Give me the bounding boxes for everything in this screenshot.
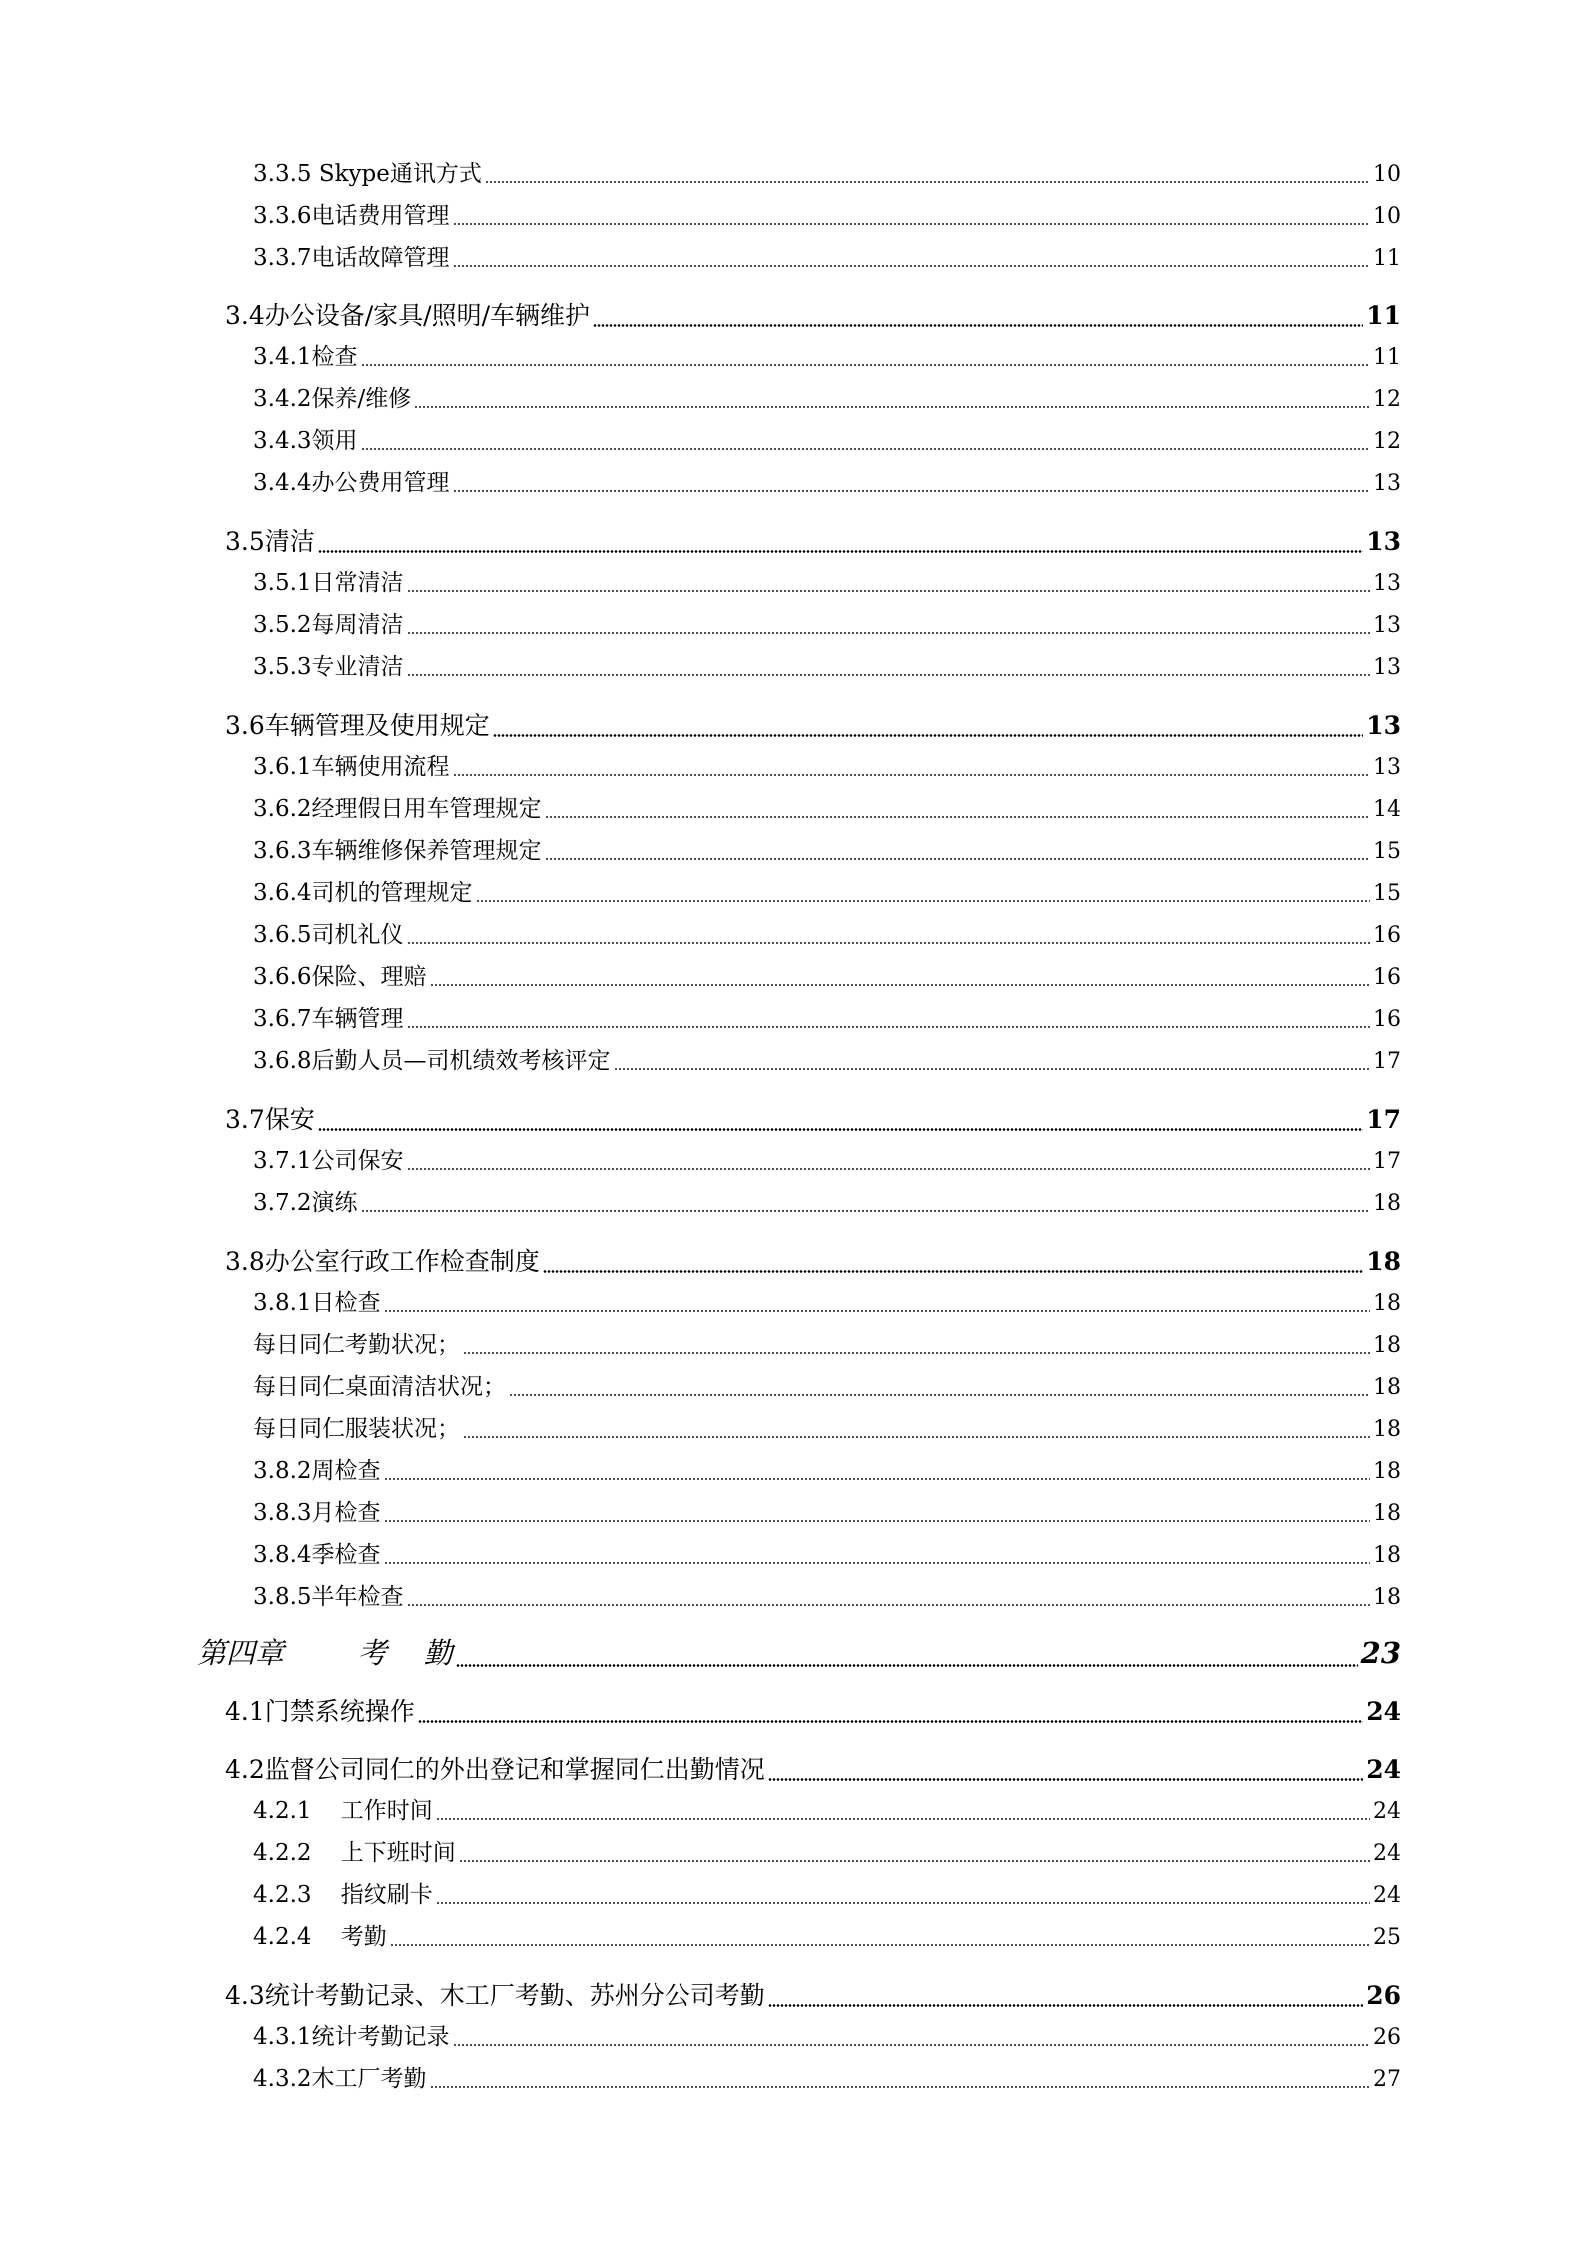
dot-leader	[384, 1310, 1370, 1312]
toc-page-number: 17	[1366, 1105, 1401, 1134]
toc-entry-section[interactable]	[225, 1692, 1401, 1728]
toc-page-number: 14	[1373, 797, 1401, 822]
toc-entry-label: 3.6.1车辆使用流程	[253, 754, 450, 780]
dot-leader	[430, 2086, 1370, 2088]
toc-page-number: 27	[1373, 2067, 1401, 2092]
toc-page-number: 18	[1373, 1291, 1401, 1316]
toc-entry-section[interactable]	[225, 522, 1401, 558]
toc-entry-label: 3.7.1公司保安	[253, 1148, 404, 1174]
dot-leader	[436, 1902, 1370, 1904]
dot-leader	[768, 1778, 1363, 1781]
toc-entry-label: 4.2监督公司同仁的外出登记和掌握同仁出勤情况	[225, 1755, 765, 1784]
dot-leader	[407, 1026, 1370, 1028]
toc-entry-label: 3.6.2经理假日用车管理规定	[253, 796, 542, 822]
dot-leader	[485, 181, 1370, 183]
toc-entry[interactable]	[253, 1000, 1401, 1033]
dot-leader	[407, 632, 1370, 634]
toc-page-number: 13	[1366, 711, 1401, 740]
toc-entry[interactable]	[253, 916, 1401, 949]
toc-entry[interactable]	[253, 790, 1401, 823]
toc-page-number: 18	[1373, 1459, 1401, 1484]
dot-leader	[453, 2044, 1370, 2046]
toc-entry[interactable]	[253, 958, 1401, 991]
toc-entry-section[interactable]	[225, 296, 1401, 332]
dot-leader	[361, 1210, 1370, 1212]
toc-page-number: 15	[1373, 881, 1401, 906]
toc-entry[interactable]	[253, 2060, 1401, 2093]
toc-entry[interactable]	[253, 239, 1401, 272]
toc-page-number: 10	[1373, 162, 1401, 187]
toc-entry[interactable]	[253, 1578, 1401, 1611]
dot-leader	[414, 406, 1370, 408]
dot-leader	[453, 774, 1370, 776]
toc-page-number: 26	[1373, 2025, 1401, 2050]
toc-page-number: 24	[1373, 1841, 1401, 1866]
toc-entry-label: 3.6.7车辆管理	[253, 1006, 404, 1032]
toc-entry[interactable]	[253, 155, 1401, 188]
toc-page-number: 26	[1366, 1981, 1401, 2010]
toc-entry-label: 4.2.3 指纹刷卡	[253, 1882, 433, 1908]
dot-leader	[476, 900, 1370, 902]
toc-entry-section[interactable]	[225, 1976, 1401, 2012]
toc-entry-label: 4.3.2木工厂考勤	[253, 2066, 427, 2092]
toc-page-number: 13	[1373, 655, 1401, 680]
toc-entry-label: 3.6车辆管理及使用规定	[225, 711, 490, 740]
toc-entry-label: 4.2.4 考勤	[253, 1924, 387, 1950]
toc-entry-section[interactable]	[225, 1242, 1401, 1278]
toc-entry[interactable]	[253, 1536, 1401, 1569]
toc-page-number: 12	[1373, 429, 1401, 454]
dot-leader	[418, 1720, 1363, 1723]
toc-entry[interactable]	[253, 1410, 1401, 1443]
toc-entry[interactable]	[253, 1792, 1401, 1825]
dot-leader	[593, 324, 1363, 327]
toc-entry[interactable]	[253, 1142, 1401, 1175]
dot-leader	[407, 1604, 1370, 1606]
toc-page-number: 18	[1373, 1333, 1401, 1358]
toc-page-number: 17	[1373, 1049, 1401, 1074]
toc-entry[interactable]	[253, 606, 1401, 639]
toc-entry[interactable]	[253, 197, 1401, 230]
toc-page-number: 18	[1373, 1417, 1401, 1442]
toc-page-number: 13	[1366, 527, 1401, 556]
dot-leader	[614, 1068, 1370, 1070]
dot-leader	[318, 1128, 1363, 1131]
toc-entry-label: 3.3.7电话故障管理	[253, 245, 450, 271]
toc-entry-label: 3.8.4季检查	[253, 1542, 381, 1568]
dot-leader	[463, 1436, 1370, 1438]
toc-entry-label: 3.4办公设备/家具/照明/车辆维护	[225, 301, 591, 330]
toc-page-number: 16	[1373, 923, 1401, 948]
toc-entry[interactable]	[253, 874, 1401, 907]
dot-leader	[407, 942, 1370, 944]
toc-entry[interactable]	[253, 338, 1401, 371]
dot-leader	[543, 1270, 1363, 1273]
toc-entry[interactable]	[253, 748, 1401, 781]
toc-entry-label: 3.3.5 Skype通讯方式	[253, 161, 482, 187]
toc-entry-label: 3.4.3领用	[253, 428, 358, 454]
dot-leader	[407, 590, 1370, 592]
toc-entry-label: 4.3统计考勤记录、木工厂考勤、苏州分公司考勤	[225, 1981, 765, 2010]
toc-entry[interactable]	[253, 1452, 1401, 1485]
toc-page-number: 11	[1373, 246, 1401, 271]
dot-leader	[453, 265, 1370, 267]
toc-entry-label: 3.7.2演练	[253, 1190, 358, 1216]
dot-leader	[384, 1562, 1370, 1564]
toc-page-number: 25	[1373, 1925, 1401, 1950]
toc-page-number: 23	[1360, 1636, 1401, 1670]
toc-entry-label: 3.4.2保养/维修	[253, 386, 412, 412]
toc-entry[interactable]	[253, 1184, 1401, 1217]
dot-leader	[361, 448, 1370, 450]
dot-leader	[453, 490, 1370, 492]
toc-page-number: 24	[1373, 1799, 1401, 1824]
dot-leader	[361, 364, 1370, 366]
toc-entry-label: 3.6.4司机的管理规定	[253, 880, 473, 906]
toc-page-number: 18	[1373, 1191, 1401, 1216]
toc-page-number: 24	[1366, 1697, 1401, 1726]
toc-entry-label: 每日同仁服装状况；	[253, 1416, 460, 1442]
dot-leader	[545, 816, 1370, 818]
dot-leader	[384, 1478, 1370, 1480]
toc-page-number: 18	[1373, 1375, 1401, 1400]
toc-entry-label: 3.5.1日常清洁	[253, 570, 404, 596]
toc-entry-label: 3.4.1检查	[253, 344, 358, 370]
toc-entry[interactable]	[253, 464, 1401, 497]
dot-leader	[384, 1520, 1370, 1522]
toc-page-number: 12	[1373, 387, 1401, 412]
dot-leader	[430, 984, 1370, 986]
toc-page-number: 13	[1373, 471, 1401, 496]
toc-entry-label: 3.4.4办公费用管理	[253, 470, 450, 496]
toc-entry-section[interactable]	[225, 1750, 1401, 1786]
dot-leader	[390, 1944, 1370, 1946]
dot-leader	[493, 734, 1363, 737]
toc-entry[interactable]	[253, 1042, 1401, 1075]
dot-leader	[407, 674, 1370, 676]
dot-leader	[463, 1352, 1370, 1354]
toc-entry[interactable]	[253, 648, 1401, 681]
dot-leader	[509, 1394, 1370, 1396]
toc-entry-label: 3.6.3车辆维修保养管理规定	[253, 838, 542, 864]
dot-leader	[407, 1168, 1370, 1170]
dot-leader	[545, 858, 1370, 860]
toc-page-number: 10	[1373, 204, 1401, 229]
toc-entry-label: 第四章 考 勤	[197, 1636, 453, 1670]
toc-page-number: 15	[1373, 839, 1401, 864]
toc-entry[interactable]	[253, 832, 1401, 865]
toc-entry-label: 每日同仁考勤状况；	[253, 1332, 460, 1358]
toc-entry-label: 4.3.1统计考勤记录	[253, 2024, 450, 2050]
toc-entry-label: 3.3.6电话费用管理	[253, 203, 450, 229]
toc-page-number: 18	[1366, 1247, 1401, 1276]
toc-entry-label: 3.8.3月检查	[253, 1500, 381, 1526]
toc-entry[interactable]	[253, 1918, 1401, 1951]
toc-page-number: 24	[1373, 1883, 1401, 1908]
toc-entry-label: 3.6.8后勤人员—司机绩效考核评定	[253, 1048, 611, 1074]
toc-page-number: 13	[1373, 755, 1401, 780]
toc-entry-label: 4.2.1 工作时间	[253, 1798, 433, 1824]
toc-entry[interactable]	[253, 1368, 1401, 1401]
toc-entry-label: 每日同仁桌面清洁状况；	[253, 1374, 506, 1400]
toc-entry[interactable]	[253, 422, 1401, 455]
toc-entry[interactable]	[253, 1326, 1401, 1359]
toc-page-number: 13	[1373, 613, 1401, 638]
toc-entry[interactable]	[253, 1494, 1401, 1527]
toc-page-number: 16	[1373, 1007, 1401, 1032]
dot-leader	[768, 2004, 1363, 2007]
toc-entry-label: 3.5清洁	[225, 527, 315, 556]
toc-page-number: 13	[1373, 571, 1401, 596]
toc-entry-chapter[interactable]	[197, 1631, 1401, 1672]
toc-entry-label: 3.7保安	[225, 1105, 315, 1134]
toc-page-number: 16	[1373, 965, 1401, 990]
toc-entry[interactable]	[253, 1834, 1401, 1867]
toc-entry-section[interactable]	[225, 706, 1401, 742]
toc-entry[interactable]	[253, 1876, 1401, 1909]
toc-entry-label: 3.8.5半年检查	[253, 1584, 404, 1610]
toc-page-number: 18	[1373, 1501, 1401, 1526]
dot-leader	[459, 1860, 1370, 1862]
toc-entry-label: 4.2.2 上下班时间	[253, 1840, 456, 1866]
toc-entry-section[interactable]	[225, 1100, 1401, 1136]
dot-leader	[456, 1664, 1358, 1667]
toc-page-number: 18	[1373, 1543, 1401, 1568]
toc-entry[interactable]	[253, 380, 1401, 413]
toc-page-number: 24	[1366, 1755, 1401, 1784]
toc-entry-label: 3.8.1日检查	[253, 1290, 381, 1316]
dot-leader	[453, 223, 1370, 225]
toc-entry-label: 3.8办公室行政工作检查制度	[225, 1247, 540, 1276]
toc-entry-label: 3.5.3专业清洁	[253, 654, 404, 680]
toc-entry-label: 3.6.5司机礼仪	[253, 922, 404, 948]
toc-entry-label: 3.6.6保险、理赔	[253, 964, 427, 990]
dot-leader	[318, 550, 1363, 553]
toc-page-number: 11	[1366, 301, 1401, 330]
toc-page-number: 18	[1373, 1585, 1401, 1610]
toc-entry[interactable]	[253, 564, 1401, 597]
toc-entry-label: 3.8.2周检查	[253, 1458, 381, 1484]
toc-entry[interactable]	[253, 2018, 1401, 2051]
toc-page-number: 11	[1373, 345, 1401, 370]
toc-page-number: 17	[1373, 1149, 1401, 1174]
toc-entry-label: 3.5.2每周清洁	[253, 612, 404, 638]
toc-entry-label: 4.1门禁系统操作	[225, 1697, 415, 1726]
toc-entry[interactable]	[253, 1284, 1401, 1317]
dot-leader	[436, 1818, 1370, 1820]
